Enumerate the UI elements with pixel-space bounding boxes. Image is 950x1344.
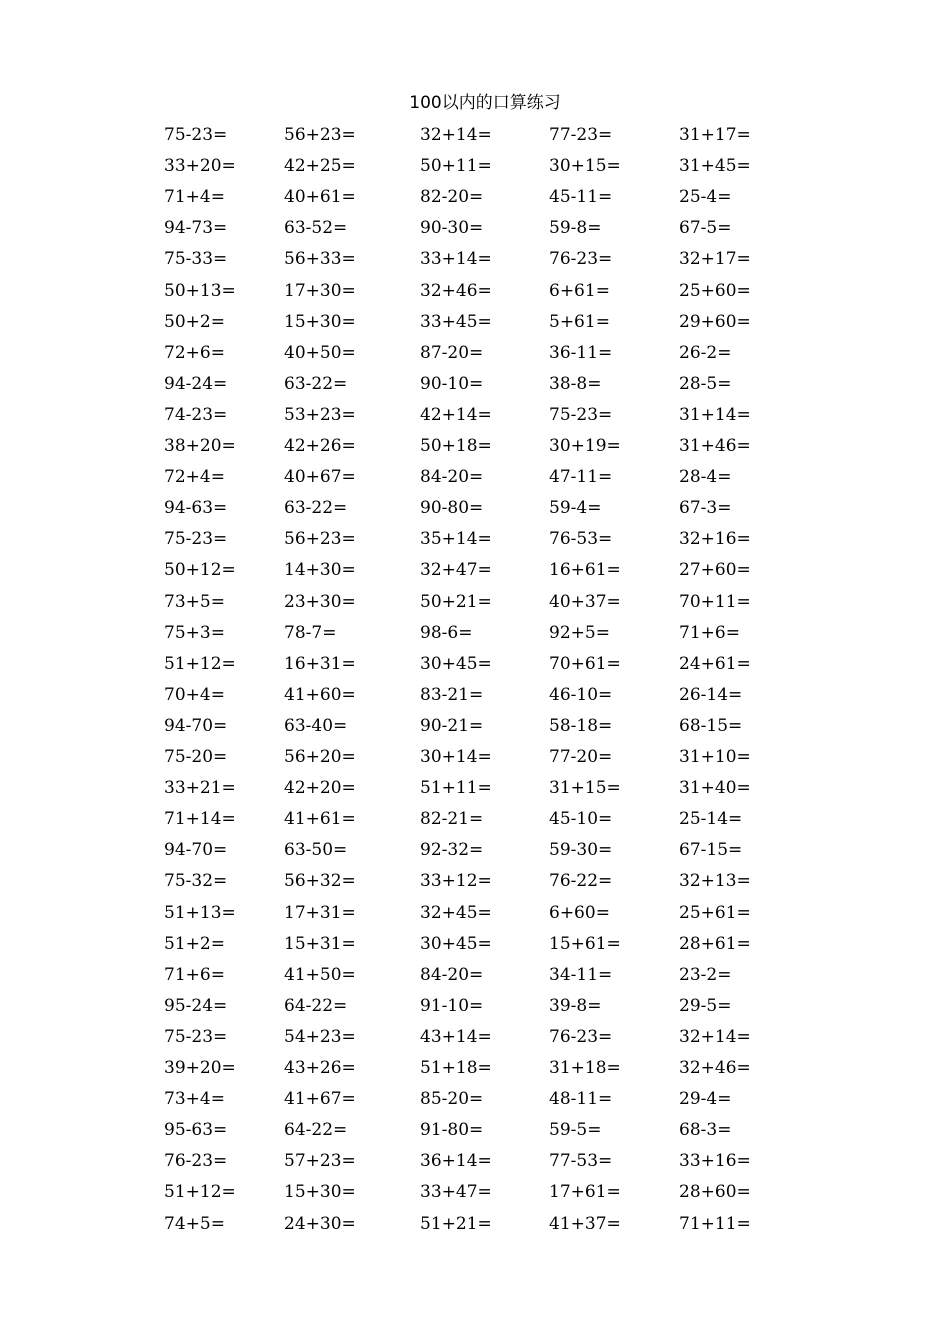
arithmetic-problem: 94-70= xyxy=(164,715,228,736)
arithmetic-problem: 25-4= xyxy=(679,187,732,208)
arithmetic-problem: 15+61= xyxy=(549,933,621,954)
arithmetic-problem: 56+23= xyxy=(284,125,356,145)
problem-row xyxy=(0,649,950,680)
problem-row xyxy=(0,866,950,897)
arithmetic-problem: 33+12= xyxy=(420,871,492,892)
arithmetic-problem: 70+61= xyxy=(549,653,621,674)
arithmetic-problem: 17+61= xyxy=(549,1182,621,1203)
arithmetic-problem: 83-21= xyxy=(420,684,484,705)
arithmetic-problem: 51+13= xyxy=(164,902,236,923)
arithmetic-problem: 50+2= xyxy=(164,311,225,332)
arithmetic-problem: 24+61= xyxy=(679,653,751,674)
arithmetic-problem: 16+31= xyxy=(284,653,356,674)
arithmetic-problem: 59-30= xyxy=(549,840,613,861)
arithmetic-problem: 75-23= xyxy=(164,125,228,145)
problem-row xyxy=(0,1053,950,1084)
arithmetic-problem: 67-5= xyxy=(679,218,732,239)
arithmetic-problem: 75-20= xyxy=(164,747,228,767)
arithmetic-problem: 23+30= xyxy=(284,591,356,612)
arithmetic-problem: 95-24= xyxy=(164,995,228,1016)
arithmetic-problem: 15+30= xyxy=(284,1182,356,1203)
arithmetic-problem: 42+14= xyxy=(420,404,492,425)
arithmetic-problem: 40+50= xyxy=(284,342,356,363)
arithmetic-problem: 27+60= xyxy=(679,560,751,581)
arithmetic-problem: 91-10= xyxy=(420,995,484,1016)
arithmetic-problem: 30+45= xyxy=(420,933,492,954)
arithmetic-problem: 40+61= xyxy=(284,187,356,208)
problem-row xyxy=(0,1115,950,1146)
arithmetic-problem: 77-23= xyxy=(549,125,613,145)
problem-row xyxy=(0,1177,950,1208)
arithmetic-problem: 59-8= xyxy=(549,218,602,239)
arithmetic-problem: 36-11= xyxy=(549,342,613,363)
arithmetic-problem: 84-20= xyxy=(420,467,484,488)
arithmetic-problem: 75-32= xyxy=(164,871,228,892)
arithmetic-problem: 75-23= xyxy=(549,404,613,425)
problem-row xyxy=(0,555,950,586)
problem-row xyxy=(0,120,950,151)
arithmetic-problem: 42+26= xyxy=(284,436,356,456)
problem-row xyxy=(0,493,950,524)
arithmetic-problem: 17+31= xyxy=(284,902,356,923)
arithmetic-problem: 31+17= xyxy=(679,125,751,145)
arithmetic-problem: 92+5= xyxy=(549,622,610,643)
problem-row xyxy=(0,276,950,307)
arithmetic-problem: 91-80= xyxy=(420,1120,484,1141)
arithmetic-problem: 15+31= xyxy=(284,933,356,954)
arithmetic-problem: 46-10= xyxy=(549,684,613,705)
arithmetic-problem: 68-15= xyxy=(679,715,743,736)
problem-row xyxy=(0,338,950,369)
arithmetic-problem: 17+30= xyxy=(284,280,356,301)
problem-row xyxy=(0,773,950,804)
arithmetic-problem: 63-22= xyxy=(284,498,348,519)
page-title: 100以内的口算练习 xyxy=(409,93,561,113)
arithmetic-problem: 34-11= xyxy=(549,964,613,985)
arithmetic-problem: 50+12= xyxy=(164,560,236,581)
problem-row xyxy=(0,213,950,244)
arithmetic-problem: 32+47= xyxy=(420,560,492,581)
arithmetic-problem: 87-20= xyxy=(420,342,484,363)
arithmetic-problem: 64-22= xyxy=(284,1120,348,1141)
arithmetic-problem: 31+18= xyxy=(549,1058,621,1078)
arithmetic-problem: 82-20= xyxy=(420,187,484,208)
arithmetic-problem: 74+5= xyxy=(164,1213,225,1234)
arithmetic-problem: 72+4= xyxy=(164,467,225,488)
arithmetic-problem: 32+16= xyxy=(679,529,751,550)
arithmetic-problem: 42+20= xyxy=(284,778,356,799)
problem-row xyxy=(0,1209,950,1240)
problem-row xyxy=(0,462,950,493)
problem-row xyxy=(0,182,950,213)
arithmetic-problem: 90-30= xyxy=(420,218,484,239)
arithmetic-problem: 73+5= xyxy=(164,591,225,612)
arithmetic-problem: 32+46= xyxy=(679,1058,751,1078)
arithmetic-problem: 33+16= xyxy=(679,1151,751,1172)
arithmetic-problem: 76-23= xyxy=(549,1026,613,1047)
arithmetic-problem: 64-22= xyxy=(284,995,348,1016)
arithmetic-problem: 33+14= xyxy=(420,249,492,270)
problem-row xyxy=(0,244,950,275)
arithmetic-problem: 56+20= xyxy=(284,747,356,767)
arithmetic-problem: 70+4= xyxy=(164,684,225,705)
arithmetic-problem: 26-2= xyxy=(679,342,732,363)
arithmetic-problem: 16+61= xyxy=(549,560,621,581)
arithmetic-problem: 63-50= xyxy=(284,840,348,861)
arithmetic-problem: 41+61= xyxy=(284,809,356,830)
arithmetic-problem: 14+30= xyxy=(284,560,356,581)
arithmetic-problem: 50+18= xyxy=(420,436,492,456)
problem-row xyxy=(0,369,950,400)
arithmetic-problem: 50+21= xyxy=(420,591,492,612)
arithmetic-problem: 32+13= xyxy=(679,871,751,892)
arithmetic-problem: 63-52= xyxy=(284,218,348,239)
arithmetic-problem: 90-21= xyxy=(420,715,484,736)
arithmetic-problem: 41+37= xyxy=(549,1213,621,1234)
arithmetic-problem: 6+60= xyxy=(549,902,610,923)
problem-row xyxy=(0,524,950,555)
problem-row xyxy=(0,1084,950,1115)
arithmetic-problem: 54+23= xyxy=(284,1026,356,1047)
arithmetic-problem: 77-53= xyxy=(549,1151,613,1172)
arithmetic-problem: 31+10= xyxy=(679,747,751,767)
arithmetic-problem: 70+11= xyxy=(679,591,751,612)
arithmetic-problem: 31+46= xyxy=(679,436,751,456)
arithmetic-problem: 39+20= xyxy=(164,1058,236,1078)
arithmetic-problem: 30+14= xyxy=(420,747,492,767)
arithmetic-problem: 40+67= xyxy=(284,467,356,488)
arithmetic-problem: 53+23= xyxy=(284,404,356,425)
arithmetic-problem: 43+14= xyxy=(420,1026,492,1047)
arithmetic-problem: 33+45= xyxy=(420,311,492,332)
arithmetic-problem: 32+14= xyxy=(679,1026,751,1047)
arithmetic-problem: 24+30= xyxy=(284,1213,356,1234)
problem-row xyxy=(0,711,950,742)
arithmetic-problem: 28-5= xyxy=(679,373,732,394)
arithmetic-problem: 41+60= xyxy=(284,684,356,705)
arithmetic-problem: 92-32= xyxy=(420,840,484,861)
arithmetic-problem: 28+61= xyxy=(679,933,751,954)
problem-row xyxy=(0,742,950,773)
arithmetic-problem: 71+4= xyxy=(164,187,225,208)
arithmetic-problem: 71+6= xyxy=(164,964,225,985)
arithmetic-problem: 25+60= xyxy=(679,280,751,301)
arithmetic-problem: 31+14= xyxy=(679,404,751,425)
arithmetic-problem: 45-10= xyxy=(549,809,613,830)
arithmetic-problem: 85-20= xyxy=(420,1089,484,1110)
arithmetic-problem: 51+18= xyxy=(420,1058,492,1078)
arithmetic-problem: 36+14= xyxy=(420,1151,492,1172)
arithmetic-problem: 26-14= xyxy=(679,684,743,705)
problem-row xyxy=(0,960,950,991)
arithmetic-problem: 75-23= xyxy=(164,1026,228,1047)
arithmetic-problem: 76-22= xyxy=(549,871,613,892)
arithmetic-problem: 90-80= xyxy=(420,498,484,519)
problem-row xyxy=(0,804,950,835)
arithmetic-problem: 51+11= xyxy=(420,778,492,799)
arithmetic-problem: 58-18= xyxy=(549,715,613,736)
arithmetic-problem: 94-73= xyxy=(164,218,228,239)
arithmetic-problem: 82-21= xyxy=(420,809,484,830)
arithmetic-problem: 67-15= xyxy=(679,840,743,861)
arithmetic-problem: 39-8= xyxy=(549,995,602,1016)
arithmetic-problem: 29+60= xyxy=(679,311,751,332)
arithmetic-problem: 56+23= xyxy=(284,529,356,550)
arithmetic-problem: 71+6= xyxy=(679,622,740,643)
arithmetic-problem: 28-4= xyxy=(679,467,732,488)
arithmetic-problem: 5+61= xyxy=(549,311,610,332)
arithmetic-problem: 45-11= xyxy=(549,187,613,208)
problem-row xyxy=(0,400,950,431)
arithmetic-problem: 73+4= xyxy=(164,1089,225,1110)
arithmetic-problem: 84-20= xyxy=(420,964,484,985)
arithmetic-problem: 40+37= xyxy=(549,591,621,612)
arithmetic-problem: 33+20= xyxy=(164,156,236,177)
arithmetic-problem: 75-23= xyxy=(164,529,228,550)
arithmetic-problem: 56+32= xyxy=(284,871,356,892)
arithmetic-problem: 94-24= xyxy=(164,373,228,394)
arithmetic-problem: 50+13= xyxy=(164,280,236,301)
arithmetic-problem: 75+3= xyxy=(164,622,225,643)
arithmetic-problem: 15+30= xyxy=(284,311,356,332)
arithmetic-problem: 50+11= xyxy=(420,156,492,177)
arithmetic-problem: 63-40= xyxy=(284,715,348,736)
problem-row xyxy=(0,1146,950,1177)
arithmetic-problem: 77-20= xyxy=(549,747,613,767)
arithmetic-problem: 63-22= xyxy=(284,373,348,394)
arithmetic-problem: 31+15= xyxy=(549,778,621,799)
arithmetic-problem: 76-53= xyxy=(549,529,613,550)
arithmetic-problem: 94-70= xyxy=(164,840,228,861)
arithmetic-problem: 51+12= xyxy=(164,653,236,674)
arithmetic-problem: 98-6= xyxy=(420,622,473,643)
arithmetic-problem: 56+33= xyxy=(284,249,356,270)
arithmetic-problem: 32+45= xyxy=(420,902,492,923)
arithmetic-problem: 94-63= xyxy=(164,498,228,519)
arithmetic-problem: 72+6= xyxy=(164,342,225,363)
arithmetic-problem: 67-3= xyxy=(679,498,732,519)
arithmetic-problem: 59-4= xyxy=(549,498,602,519)
arithmetic-problem: 28+60= xyxy=(679,1182,751,1203)
arithmetic-problem: 29-4= xyxy=(679,1089,732,1110)
problem-row xyxy=(0,431,950,462)
arithmetic-problem: 41+67= xyxy=(284,1089,356,1110)
arithmetic-problem: 35+14= xyxy=(420,529,492,550)
arithmetic-problem: 33+21= xyxy=(164,778,236,799)
problem-row xyxy=(0,618,950,649)
arithmetic-problem: 71+14= xyxy=(164,809,236,830)
arithmetic-problem: 68-3= xyxy=(679,1120,732,1141)
arithmetic-problem: 90-10= xyxy=(420,373,484,394)
arithmetic-problem: 42+25= xyxy=(284,156,356,177)
arithmetic-problem: 51+2= xyxy=(164,933,225,954)
arithmetic-problem: 32+46= xyxy=(420,280,492,301)
arithmetic-problem: 30+45= xyxy=(420,653,492,674)
arithmetic-problem: 38-8= xyxy=(549,373,602,394)
arithmetic-problem: 51+21= xyxy=(420,1213,492,1234)
problem-row xyxy=(0,991,950,1022)
arithmetic-problem: 51+12= xyxy=(164,1182,236,1203)
arithmetic-problem: 31+40= xyxy=(679,778,751,799)
arithmetic-problem: 95-63= xyxy=(164,1120,228,1141)
arithmetic-problem: 57+23= xyxy=(284,1151,356,1172)
arithmetic-problem: 33+47= xyxy=(420,1182,492,1203)
problem-row xyxy=(0,835,950,866)
problem-row xyxy=(0,587,950,618)
arithmetic-problem: 48-11= xyxy=(549,1089,613,1110)
arithmetic-problem: 38+20= xyxy=(164,436,236,456)
problem-row xyxy=(0,151,950,182)
problem-row xyxy=(0,929,950,960)
arithmetic-problem: 71+11= xyxy=(679,1213,751,1234)
arithmetic-problem: 32+14= xyxy=(420,125,492,145)
arithmetic-problem: 25+61= xyxy=(679,902,751,923)
arithmetic-problem: 23-2= xyxy=(679,964,732,985)
arithmetic-problem: 75-33= xyxy=(164,249,228,270)
arithmetic-problem: 78-7= xyxy=(284,622,337,643)
arithmetic-problem: 41+50= xyxy=(284,964,356,985)
arithmetic-problem: 32+17= xyxy=(679,249,751,270)
arithmetic-problem: 76-23= xyxy=(164,1151,228,1172)
problem-row xyxy=(0,1022,950,1053)
arithmetic-problem: 43+26= xyxy=(284,1058,356,1078)
arithmetic-problem: 30+15= xyxy=(549,156,621,177)
arithmetic-problem: 29-5= xyxy=(679,995,732,1016)
problem-row xyxy=(0,307,950,338)
arithmetic-problem: 59-5= xyxy=(549,1120,602,1141)
arithmetic-problem: 25-14= xyxy=(679,809,743,830)
arithmetic-problem: 6+61= xyxy=(549,280,610,301)
arithmetic-problem: 30+19= xyxy=(549,436,621,456)
problem-row xyxy=(0,898,950,929)
arithmetic-problem: 31+45= xyxy=(679,156,751,177)
arithmetic-problem: 47-11= xyxy=(549,467,613,488)
problem-row xyxy=(0,680,950,711)
arithmetic-problem: 74-23= xyxy=(164,404,228,425)
arithmetic-problem: 76-23= xyxy=(549,249,613,270)
